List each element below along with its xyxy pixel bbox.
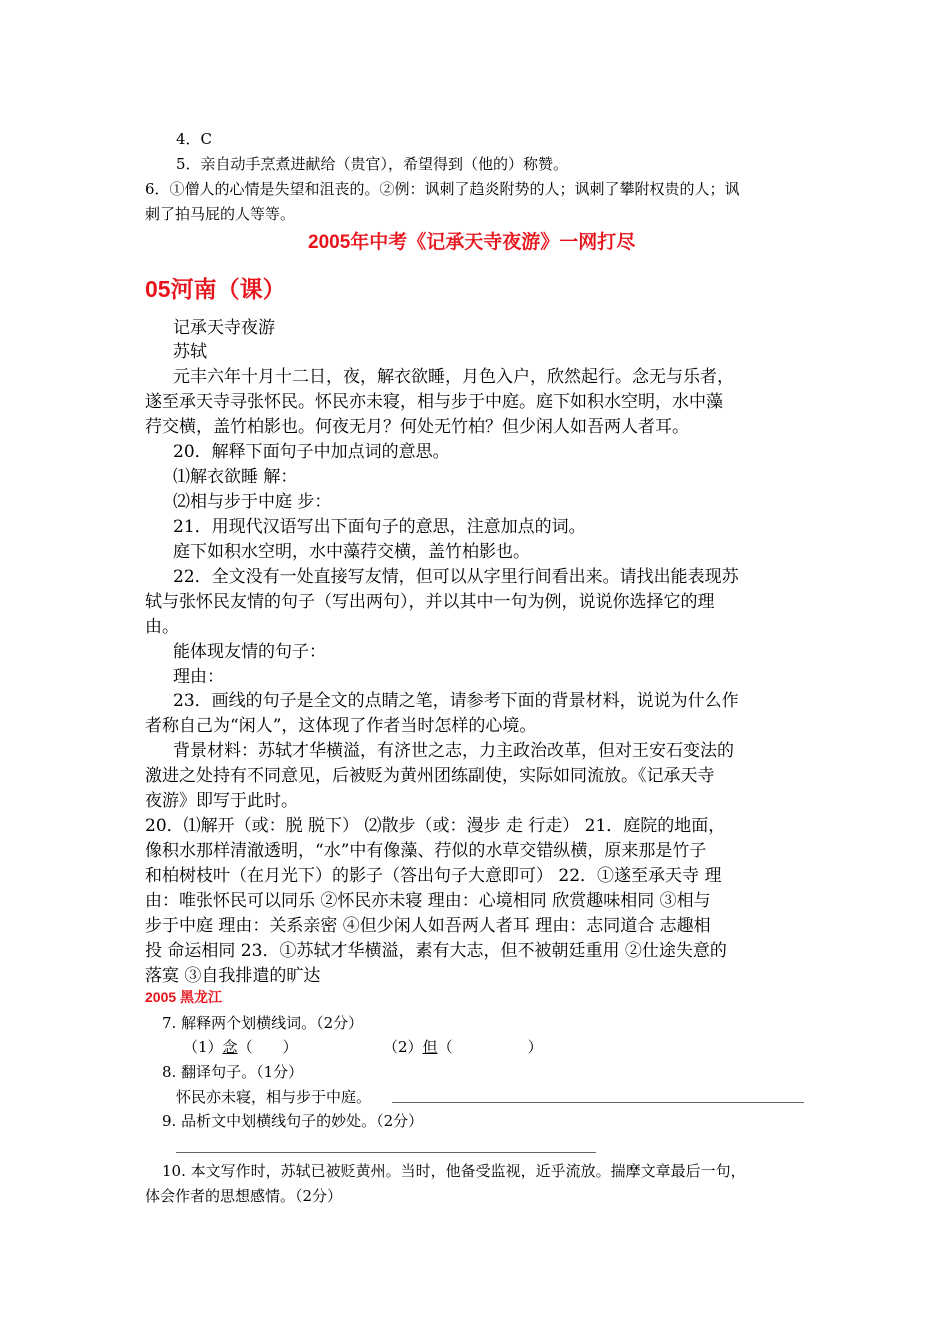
answers-line2: 像积水那样清澈透明，“水”中有像藻、荇似的水草交错纵横，原来那是竹子	[145, 841, 707, 861]
answer-line-q8	[392, 1102, 804, 1103]
question-20: 20．解释下面句子中加点词的意思。	[173, 442, 450, 462]
background-line2: 激进之处持有不同意见，后被贬为黄州团练副使，实际如同流放。《记承天寺	[145, 766, 715, 786]
answers-line3: 和柏树枝叶（在月光下）的影子（答出句子大意即可） 22．①遂至承天寺 理	[145, 866, 722, 886]
question-7-item1-blank: （ ）	[237, 1038, 298, 1056]
question-9: 9. 品析文中划横线句子的妙处。（2分）	[162, 1112, 424, 1130]
answers-line6: 投 命运相同 23．①苏轼才华横溢，素有大志，但不被朝廷重用 ②仕途失意的	[145, 941, 727, 961]
underlined-word-nian: 念	[222, 1038, 238, 1056]
section-heading-henan: 05河南（课）	[145, 276, 286, 302]
question-22-line2: 轼与张怀民友情的句子（写出两句），并以其中一句为例，说说你选择它的理	[145, 592, 715, 612]
question-10-line2: 体会作者的思想感情。（2分）	[145, 1187, 343, 1205]
answers-line4: 由：唯张怀民可以同乐 ②怀民亦未寝 理由：心境相同 欣赏趣味相同 ③相与	[145, 891, 711, 911]
question-20-1: ⑴解衣欲睡 解：	[173, 467, 298, 487]
question-22-line1: 22．全文没有一处直接写友情，但可以从字里行间看出来。请找出能表现苏	[173, 567, 739, 587]
answers-line7: 落寞 ③自我排遣的旷达	[145, 966, 321, 986]
question-22-line3: 由。	[145, 617, 179, 637]
question-21: 21．用现代汉语写出下面句子的意思，注意加点的词。	[173, 517, 586, 537]
question-10-line1: 10. 本文写作时，苏轼已被贬黄州。当时，他备受监视，近乎流放。揣摩文章最后一句，	[162, 1162, 746, 1180]
question-23-line2: 者称自己为“闲人”，这体现了作者当时怎样的心境。	[145, 716, 537, 736]
question-7-item1-prefix: （1）	[183, 1038, 223, 1056]
question-22-sentences: 能体现友情的句子：	[173, 642, 326, 662]
question-21-sentence: 庭下如积水空明，水中藻荇交横，盖竹柏影也。	[173, 542, 530, 562]
answers-line5: 步于中庭 理由：关系亲密 ④但少闲人如吾两人者耳 理由：志同道合 志趣相	[145, 916, 711, 936]
question-20-2: ⑵相与步于中庭 步：	[173, 492, 332, 512]
question-7-item2	[383, 1036, 543, 1057]
question-23-line1: 23．画线的句子是全文的点睛之笔，请参考下面的背景材料，说说为什么作	[173, 691, 739, 711]
question-8-sentence: 怀民亦未寝，相与步于中庭。	[176, 1088, 372, 1106]
answer-6-line1: 6．①僧人的心情是失望和沮丧的。②例：讽刺了趋炎附势的人；讽刺了攀附权贵的人；讽	[145, 180, 740, 198]
question-22-reason: 理由：	[173, 667, 224, 687]
poem-text-line2: 遂至承天寺寻张怀民。怀民亦未寝，相与步于中庭。庭下如积水空明，水中藻	[145, 392, 723, 412]
question-7-item1	[183, 1036, 298, 1057]
main-title: 2005年中考《记承天寺夜游》一网打尽	[308, 232, 636, 253]
underlined-word-dan: 但	[422, 1038, 438, 1056]
background-line3: 夜游》即写于此时。	[145, 791, 298, 811]
poem-text-line3: 荇交横，盖竹柏影也。何夜无月？何处无竹柏？但少闲人如吾两人者耳。	[145, 417, 689, 437]
section-heading-heilongjiang: 2005 黑龙江	[145, 989, 223, 1005]
answers-line1: 20．⑴解开（或：脱 脱下） ⑵散步（或：漫步 走 行走） 21．庭院的地面，	[145, 816, 726, 836]
poem-author: 苏轼	[173, 342, 207, 362]
poem-title: 记承天寺夜游	[173, 318, 275, 338]
question-7-item2-blank: （ ）	[437, 1038, 543, 1056]
answer-line-q9	[176, 1152, 596, 1153]
background-line1: 背景材料：苏轼才华横溢，有济世之志，力主政治改革，但对王安石变法的	[173, 741, 734, 761]
answer-6-line2: 刺了拍马屁的人等等。	[145, 205, 296, 223]
question-7: 7. 解释两个划横线词。（2分）	[162, 1014, 364, 1032]
poem-text-line1: 元丰六年十月十二日，夜，解衣欲睡，月色入户，欣然起行。念无与乐者，	[173, 367, 734, 387]
question-8: 8. 翻译句子。（1分）	[162, 1063, 304, 1081]
answer-4: 4．C	[176, 130, 213, 148]
question-7-item2-prefix: （2）	[383, 1038, 423, 1056]
answer-5: 5．亲自动手烹煮进献给（贵官），希望得到（他的）称赞。	[176, 155, 569, 173]
